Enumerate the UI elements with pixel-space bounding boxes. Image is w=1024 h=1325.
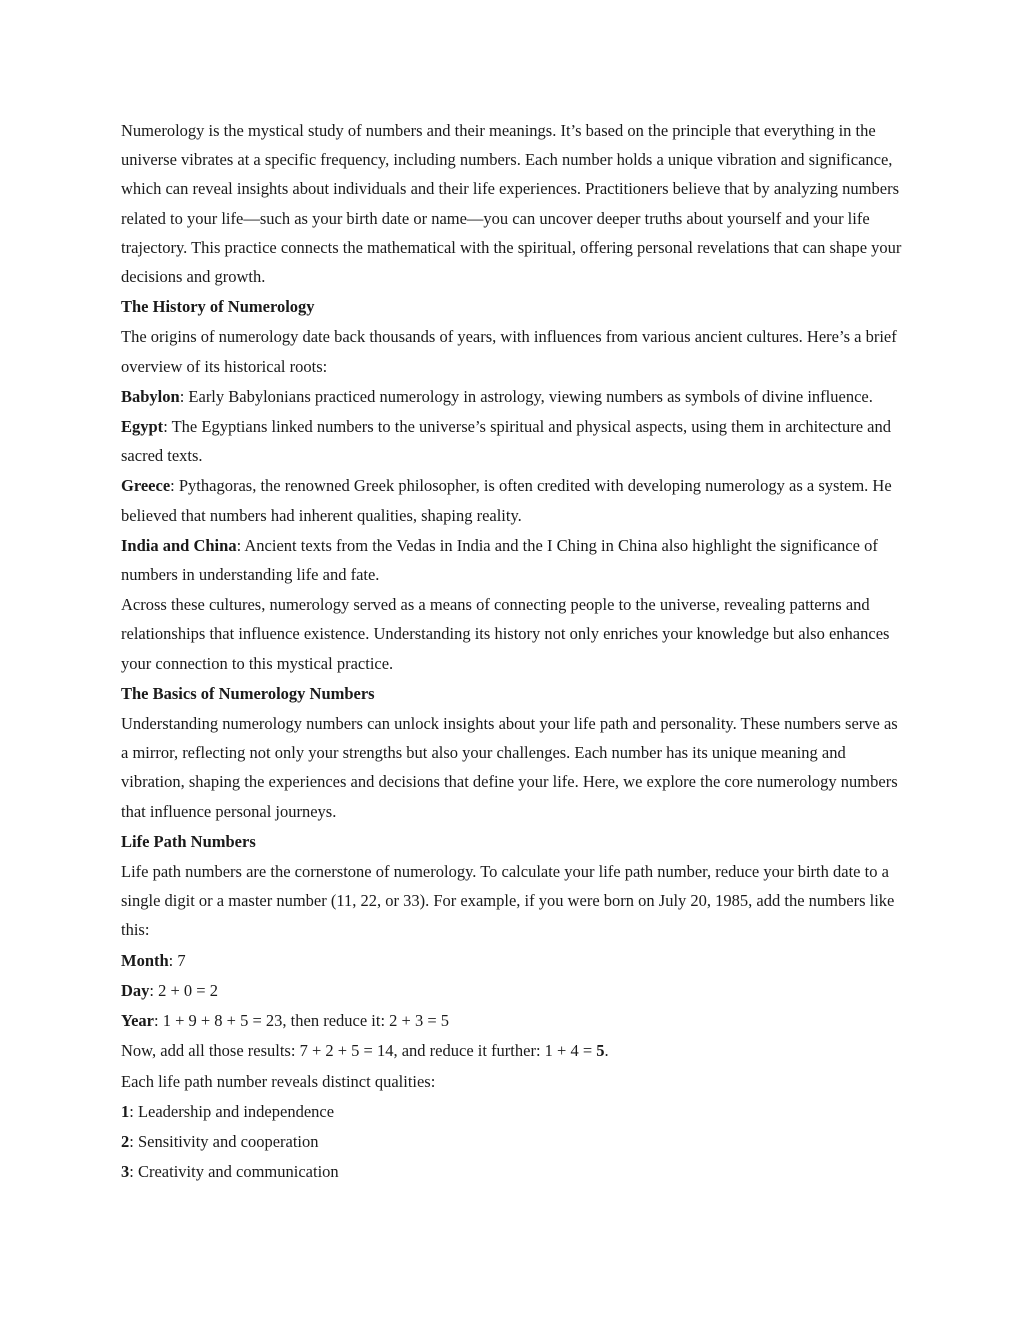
history-item-egypt [121, 412, 903, 470]
intro-paragraph: Numerology is the mystical study of numbers and their meanings. It’s based on the principle that everything in the universe vibrates at a specific frequency, including numbers. Each number holds a unique vibration and significance, which can reveal insights about individuals and their life experiences. Practitioners believe that by analyzing numbers related to your life—such as your birth date or name—you can uncover deeper truths about yourself and your life trajectory. This practice connects the mathematical with the spiritual, offering personal revelations that can shape your decisions and growth. [121, 121, 902, 287]
life-path-step-day [121, 976, 903, 1005]
history-item-text: : Ancient texts from the Vedas in India and the I Ching in China also highlight the significance of numbers in understanding life and fate. [121, 535, 878, 585]
quality-text: : Sensitivity and cooperation [129, 1131, 319, 1151]
quality-term: 1 [121, 1101, 130, 1121]
history-item-term: India and China [121, 535, 237, 555]
quality-text: : Leadership and independence [129, 1101, 335, 1121]
life-path-heading: Life Path Numbers [121, 831, 256, 851]
document-page [121, 116, 903, 1187]
history-intro: The origins of numerology date back thousands of years, with influences from various ancient cultures. Here’s a brief overview of its historical roots: [121, 327, 897, 376]
history-item-text: : The Egyptians linked numbers to the universe’s spiritual and physical aspects, using them in architecture and sacred texts. [121, 417, 892, 466]
step-text: : 1 + 9 + 8 + 5 = 23, then reduce it: 2 + 3 = 5 [153, 1011, 450, 1031]
history-item-text: : Pythagoras, the renowned Greek philosopher, is often credited with developing numerology as a system. He believed that numbers had inherent qualities, shaping reality. [121, 476, 892, 525]
history-item-term: Babylon [121, 386, 180, 406]
step-text: : 2 + 0 = 2 [149, 980, 218, 1000]
quality-item-2 [121, 1127, 903, 1156]
history-item-babylon [121, 382, 903, 411]
history-item-greece [121, 471, 903, 529]
history-item-india-china [121, 531, 903, 589]
sum-result: 5 [596, 1041, 605, 1061]
sum-suffix: . [604, 1041, 609, 1061]
basics-heading: The Basics of Numerology Numbers [121, 683, 375, 703]
qualities-intro: Each life path number reveals distinct qualities: [121, 1071, 436, 1091]
history-closing: Across these cultures, numerology served as a means of connecting people to the universe, revealing patterns and relationships that influence existence. Understanding its history not only enriches your knowledge but also enhances your connection to this mystical practice. [121, 595, 890, 673]
history-item-term: Egypt [121, 417, 164, 437]
quality-term: 3 [121, 1162, 130, 1182]
life-path-step-year [121, 1006, 903, 1035]
life-path-sum [121, 1036, 903, 1065]
quality-item-1 [121, 1097, 903, 1126]
history-item-text: : Early Babylonians practiced numerology in astrology, viewing numbers as symbols of divine influence. [179, 386, 873, 406]
step-term: Year [121, 1011, 154, 1031]
basics-paragraph: Understanding numerology numbers can unlock insights about your life path and personality. These numbers serve as a mirror, reflecting not only your strengths but also your challenges. Each number has its unique meaning and vibration, shaping the experiences and decisions that define your life. Here, we explore the core numerology numbers that influence personal journeys. [121, 714, 898, 821]
quality-term: 2 [121, 1131, 130, 1151]
step-text: : 7 [168, 950, 186, 970]
step-term: Day [121, 980, 150, 1000]
quality-text: : Creativity and communication [129, 1162, 339, 1182]
quality-item-3 [121, 1157, 903, 1186]
history-heading: The History of Numerology [121, 297, 315, 317]
life-path-intro: Life path numbers are the cornerstone of numerology. To calculate your life path number, reduce your birth date to a single digit or a master number (11, 22, or 33). For example, if you were born on July 20, 1985, add the numbers like this: [121, 862, 895, 940]
life-path-step-month [121, 946, 903, 975]
history-item-term: Greece [121, 476, 171, 496]
step-term: Month [121, 950, 169, 970]
sum-prefix: Now, add all those results: 7 + 2 + 5 = 14, and reduce it further: 1 + 4 = [121, 1041, 597, 1061]
